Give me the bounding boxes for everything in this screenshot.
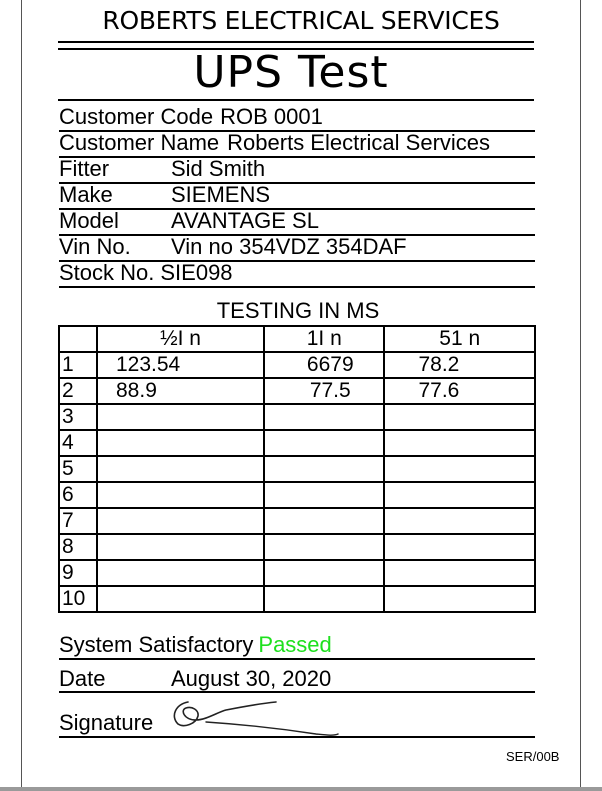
customer-code-field [59,104,535,132]
table-row [59,560,535,586]
cell-half-in [97,586,264,612]
date-value: August 30, 2020 [171,666,332,691]
stock-label: Stock No. [59,260,155,285]
page-bottom-edge [0,787,602,791]
divider [58,99,534,101]
table-row [59,482,535,508]
make-value: SIEMENS [171,182,271,207]
table-row [59,378,535,404]
row-number: 1 [59,352,97,378]
cell-1in [264,482,384,508]
cell-half-in [97,404,264,430]
customer-name-label: Customer Name [59,130,220,155]
customer-code-label: Customer Code [59,104,214,129]
column-header: 51 n [384,326,535,352]
cell-1in [264,430,384,456]
table-row [59,430,535,456]
vin-field [59,234,535,262]
divider [58,41,534,43]
make-label: Make [59,182,113,207]
cell-half-in [97,560,264,586]
cell-5in [384,534,535,560]
customer-code-value: ROB 0001 [220,104,323,129]
cell-1in: 6679 [264,352,384,378]
column-header: ½I n [97,326,264,352]
cell-5in [384,404,535,430]
cell-half-in [97,482,264,508]
table-row [59,508,535,534]
vin-value: Vin no 354VDZ 354DAF [171,234,407,259]
row-number: 9 [59,560,97,586]
vin-label: Vin No. [59,234,131,259]
table-header-row [59,326,535,352]
cell-5in: 77.6 [384,378,535,404]
table-row [59,456,535,482]
customer-name-value: Roberts Electrical Services [227,130,491,155]
cell-half-in [97,534,264,560]
cell-1in [264,560,384,586]
cell-5in [384,508,535,534]
row-number: 4 [59,430,97,456]
customer-name-field [59,130,535,158]
row-number: 5 [59,456,97,482]
row-number: 3 [59,404,97,430]
fitter-field [59,156,535,184]
column-header: 1I n [264,326,384,352]
date-line [59,667,535,693]
cell-half-in [97,508,264,534]
cell-1in [264,404,384,430]
cell-1in [264,534,384,560]
row-number: 7 [59,508,97,534]
form-reference: SER/00B [506,749,560,764]
table-row [59,404,535,430]
page-title: UPS Test [193,47,389,98]
cell-half-in [97,456,264,482]
row-number: 6 [59,482,97,508]
table-row [59,352,535,378]
model-label: Model [59,208,119,233]
table-row [59,534,535,560]
signature-label: Signature [59,710,154,735]
row-number: 2 [59,378,97,404]
cell-1in [264,456,384,482]
system-satisfactory-line [59,632,535,660]
cell-half-in: 123.54 [97,352,264,378]
row-number: 8 [59,534,97,560]
row-number: 10 [59,586,97,612]
results-table [58,325,536,613]
table-row [59,586,535,612]
date-label: Date [59,666,106,691]
cell-5in [384,560,535,586]
cell-5in [384,586,535,612]
make-field [59,182,535,210]
cell-5in [384,482,535,508]
cell-1in [264,586,384,612]
cell-1in: 77.5 [264,378,384,404]
model-value: AVANTAGE SL [171,208,319,233]
column-header [59,326,97,352]
stock-value: SIE098 [160,260,233,285]
fitter-label: Fitter [59,156,110,181]
status-badge: Passed [258,632,332,657]
cell-5in [384,456,535,482]
system-satisfactory-label: System Satisfactory [59,632,254,657]
company-name: ROBERTS ELECTRICAL SERVICES [102,6,500,35]
cell-5in [384,430,535,456]
stock-field [59,260,535,288]
model-field [59,208,535,236]
testing-heading: TESTING IN MS [216,298,380,323]
fitter-value: Sid Smith [171,156,266,181]
cell-5in: 78.2 [384,352,535,378]
cell-half-in [97,430,264,456]
cell-1in [264,508,384,534]
signature-drawing [166,694,346,740]
cell-half-in: 88.9 [97,378,264,404]
